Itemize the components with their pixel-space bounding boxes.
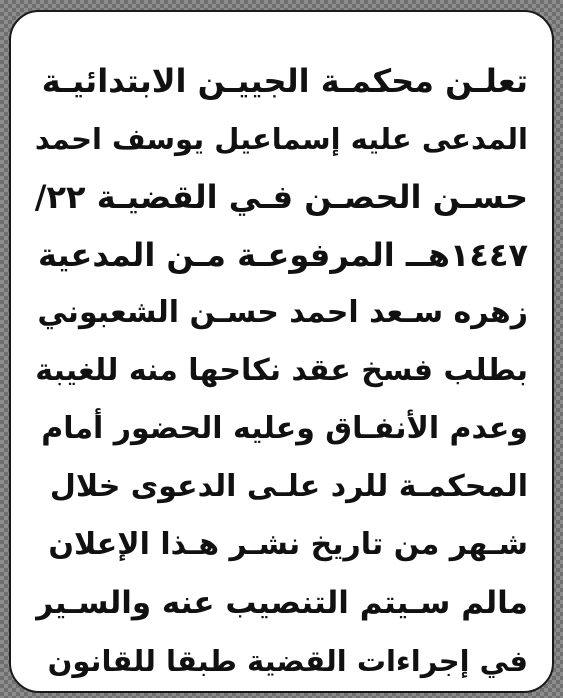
notice-line-4: ١٤٤٧هــ المرفوعـة مـن المدعية — [38, 236, 528, 274]
notice-line-5: زهره سـعد احمد حسـن الشعبوني — [37, 295, 528, 330]
notice-line-9: شـهر من تاريخ نشـر هـذا الإعلان — [48, 527, 528, 562]
notice-line-8: المحكمـة للرد علـى الدعوى خلال — [49, 469, 528, 504]
notice-line-10: مالم سـيتم التنصيب عنه والسـير — [35, 585, 528, 621]
notice-line-2: المدعى عليه إسماعيل يوسف احمد — [35, 122, 528, 156]
notice-line-11: في إجراءات القضية طبقا للقانون — [47, 644, 528, 678]
notice-line-6: بطلب فسخ عقد نكاحها منه للغيبة — [35, 353, 528, 388]
notice-card — [9, 10, 554, 693]
notice-line-7: وعدم الأنفـاق وعليه الحضور أمام — [41, 411, 528, 446]
notice-line-3: حسـن الحصـن فـي القضيـة ٢٢/ — [35, 178, 528, 216]
notice-line-1: تعلـن محكمـة الجييـن الابتدائيـة — [41, 62, 528, 100]
notice-text — [35, 52, 528, 690]
